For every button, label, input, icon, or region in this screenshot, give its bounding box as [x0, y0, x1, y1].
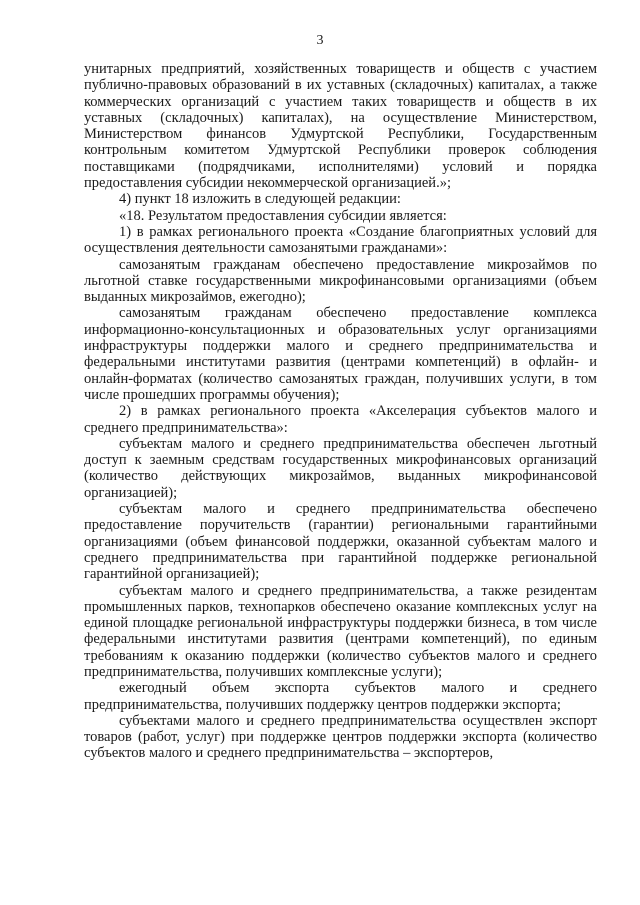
- paragraph-project-self-employed: 1) в рамках регионального проекта «Создание благоприятных условий для осуществления деятельности самозанятыми гражданами»:: [84, 223, 597, 257]
- paragraph-export-support: субъектами малого и среднего предпринимательства осуществлен экспорт товаров (работ, услуг) при поддержке центров поддержки экспорта (количество субъектов малого и среднего предпринимательства – экспортеров,: [84, 712, 597, 762]
- paragraph-preferential-credit: субъектам малого и среднего предпринимательства обеспечен льготный доступ к заемным средствам государственных микрофинансовых организаций (количество действующих микрозаймов, выданных микрофинансовой организацией);: [84, 435, 597, 501]
- paragraph-complex-services: субъектам малого и среднего предпринимательства, а также резидентам промышленных парков, технопарков обеспечено оказание комплексных услуг на единой площадке региональной инфраструктуры поддержки бизнеса, в том числе федеральными институтами развития (центрами компетенций), по единым требованиям к оказанию поддержки (количество субъектов малого и среднего предпринимательства, получивших комплексные услуги);: [84, 582, 597, 680]
- paragraph-microloans-self-employed: самозанятым гражданам обеспечено предоставление микрозаймов по льготной ставке государственными микрофинансовыми организациями (объем выданных микрозаймов, ежегодно);: [84, 256, 597, 306]
- document-body: [84, 61, 597, 762]
- paragraph-point-18: «18. Результатом предоставления субсидии является:: [119, 207, 447, 224]
- paragraph-export-volume: ежегодный объем экспорта субъектов малого и среднего предпринимательства, получивших поддержку центров поддержки экспорта;: [84, 680, 597, 713]
- page-number: 3: [316, 33, 324, 48]
- paragraph-amendment-item-4: 4) пункт 18 изложить в следующей редакции:: [119, 191, 401, 208]
- paragraph-guarantees: субъектам малого и среднего предпринимательства обеспечено предоставление поручительств (гарантии) региональными гарантийными организациями (объем финансовой поддержки, оказанной субъектам малого и среднего предпринимательства при гарантийной поддержке региональной гарантийной организацией);: [84, 501, 597, 583]
- paragraph-continuation: унитарных предприятий, хозяйственных товариществ и обществ с участием публично-правовых образований в их уставных (складочных) капиталах, а также коммерческих организаций с участием таких товариществ и обществ в их уставных (складочных) капиталах), на осуществление Министерством, Министерством финансов Удмуртской Республики, Государственным контрольным комитетом Удмуртской Республики проверок соблюдения поставщиками (подрядчиками, исполнителями) условий и порядка предоставления субсидии некоммерческой организацией.»;: [84, 61, 597, 192]
- paragraph-project-acceleration: 2) в рамках регионального проекта «Акселерация субъектов малого и среднего предпринимательства»:: [84, 403, 597, 436]
- paragraph-consulting-services: самозанятым гражданам обеспечено предоставление комплекса информационно-консультационных и образовательных услуг организациями инфраструктуры поддержки малого и среднего предпринимательства и федеральными институтами развития (центрами компетенций) в офлайн- и онлайн-форматах (количество самозанятых граждан, получивших услуги, в том числе прошедших программы обучения);: [84, 305, 597, 403]
